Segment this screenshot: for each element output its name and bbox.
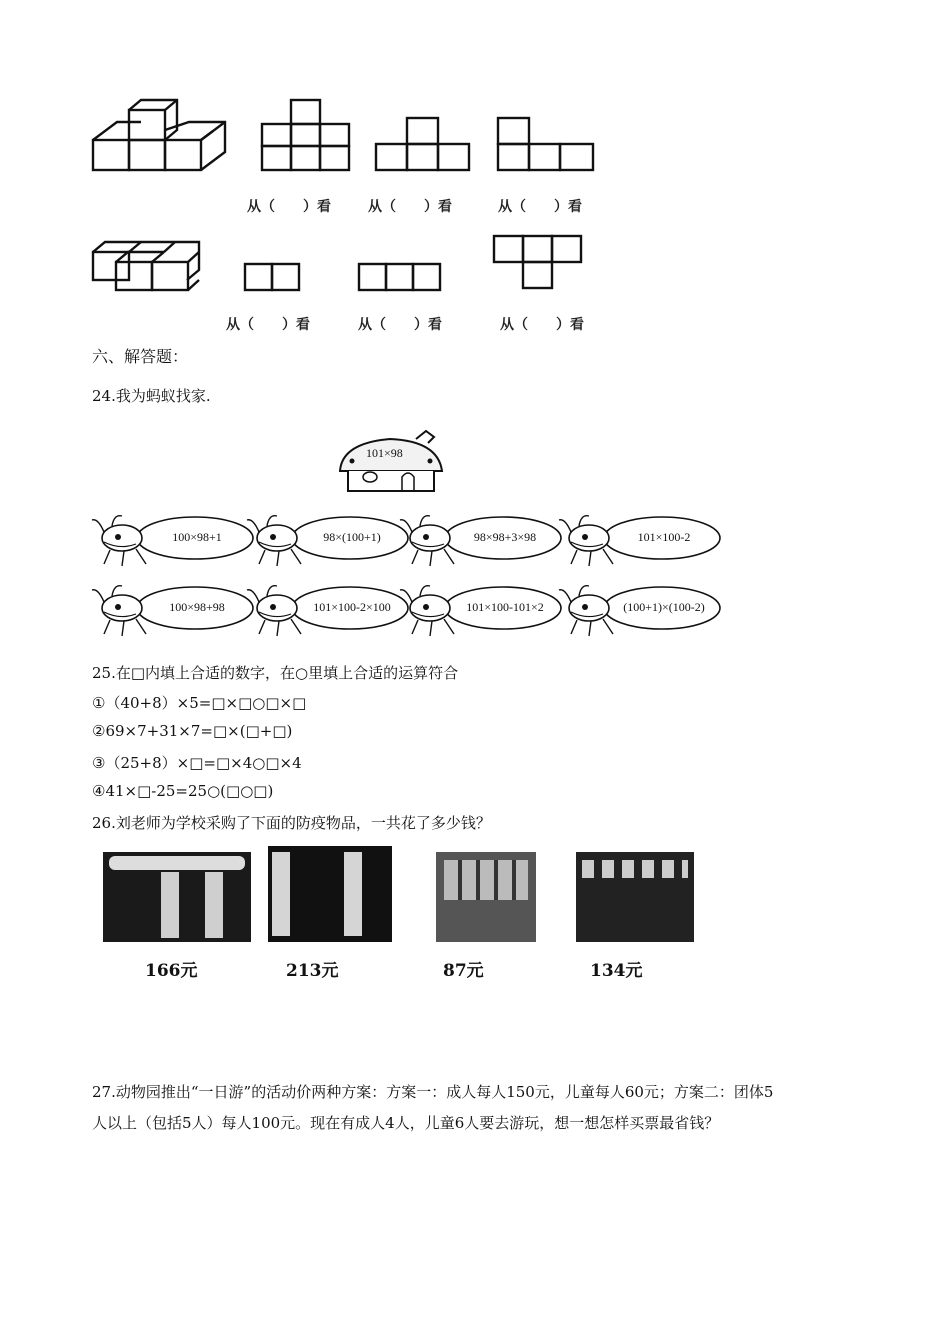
ant-card [245, 582, 410, 642]
ant-expression: 100×98+1 [172, 530, 222, 544]
ant-expression: 101×100-2 [637, 530, 691, 544]
question-27-line1: 27.动物园推出“一日游”的活动价两种方案：方案一：成人每人150元，儿童每人60元；方案二：团体5 [92, 1083, 774, 1101]
product-image-disinfectant [268, 846, 392, 942]
block-structure-3d [93, 100, 225, 170]
view-c [498, 118, 593, 170]
ant-expression: 98×(100+1) [323, 530, 381, 544]
ant-card [557, 512, 722, 572]
price-label: 166元 [145, 961, 198, 981]
ant-card [557, 582, 722, 642]
q25-item: ①（40+8）×5=□×□○□×□ [92, 694, 307, 712]
ant-expression: 100×98+98 [169, 600, 225, 614]
ant-card [245, 512, 410, 572]
q25-item: ③（25+8）×□=□×4○□×4 [92, 754, 302, 772]
question-25: 25.在□内填上合适的数字，在○里填上合适的运算符合 [92, 664, 459, 682]
ant-card [90, 582, 255, 642]
view-caption: 从（ ）看 [498, 199, 582, 215]
view-caption: 从（ ）看 [358, 317, 442, 333]
price-label: 213元 [286, 961, 339, 981]
ant-expression: 101×100-2×100 [313, 600, 391, 614]
block-structure-3d-2 [93, 242, 199, 290]
view-caption: 从（ ）看 [247, 199, 331, 215]
product-image-soap [436, 852, 536, 942]
question-26: 26.刘老师为学校采购了下面的防疫物品，一共花了多少钱？ [92, 814, 491, 832]
views-figure [0, 0, 950, 340]
house-label: 101×98 [366, 446, 403, 460]
q25-item: ②69×7+31×7=□×(□+□) [92, 722, 293, 740]
view-caption: 从（ ）看 [226, 317, 310, 333]
view-a [262, 100, 349, 170]
view-f [494, 236, 581, 288]
ant-expression: 101×100-101×2 [466, 600, 544, 614]
ant-expression: (100+1)×(100-2) [623, 600, 705, 614]
section-title: 六、解答题： [92, 347, 189, 366]
ant-card [398, 512, 563, 572]
product-image-masks [103, 852, 251, 942]
ant-card [90, 512, 255, 572]
view-b [376, 118, 469, 170]
view-caption: 从（ ）看 [500, 317, 584, 333]
ant-expression: 98×98+3×98 [473, 530, 537, 544]
price-label: 87元 [443, 961, 484, 981]
q25-item: ④41×□-25=25○(□○□) [92, 782, 274, 800]
view-caption: 从（ ）看 [368, 199, 452, 215]
view-d [245, 264, 299, 290]
price-label: 134元 [590, 961, 643, 981]
ant-card [398, 582, 563, 642]
product-image-sanitizer [576, 852, 694, 942]
question-24: 24.我为蚂蚁找家. [92, 387, 211, 405]
question-27-line2: 人以上（包括5人）每人100元。现在有成人4人，儿童6人要去游玩，想一想怎样买票最省钱？ [92, 1114, 720, 1132]
view-e [359, 264, 440, 290]
